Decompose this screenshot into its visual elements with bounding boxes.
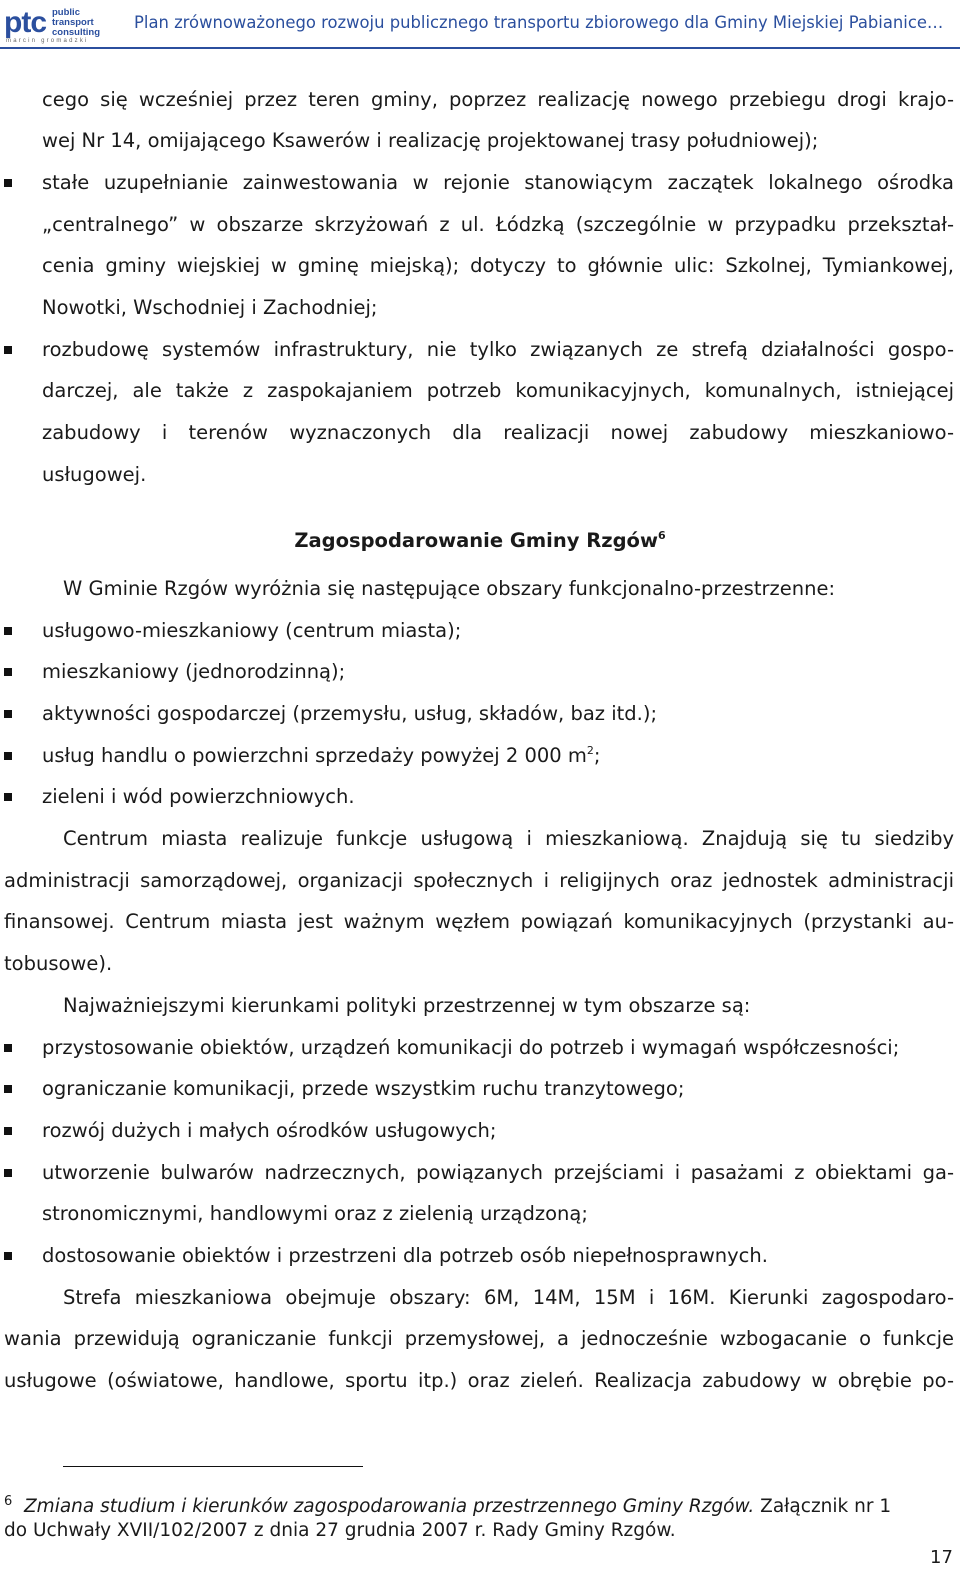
bullet-icon [4, 1169, 12, 1177]
list-item: usług handlu o powierzchni sprzedaży powyżej 2 000 $m^2$; [42, 744, 601, 767]
paragraph-intro: W Gminie Rzgów wyróżnia się następujące obszary funkcjonalno-przestrzenne: [63, 577, 836, 600]
footnote-number: 6 [4, 1494, 13, 1509]
section-heading: Zagospodarowanie Gminy Rzgów$^6$ [294, 529, 666, 552]
bullet-icon [4, 1252, 12, 1260]
text-line: tobusowe). [4, 952, 113, 975]
text-line: usługowe (oświatowe, handlowe, sportu itp.) oraz zieleń. Realizacja zabudowy w obrębie po- [4, 1369, 954, 1392]
bullet-icon [4, 346, 12, 354]
list-item: usługowo-mieszkaniowy (centrum miasta); [42, 619, 462, 642]
bullet-icon [4, 710, 12, 718]
list-item: zieleni i wód powierzchniowych. [42, 785, 355, 808]
page-header [0, 0, 960, 50]
list-item: stronomicznymi, handlowymi oraz z zielenią urządzoną; [42, 1202, 588, 1225]
text-line: darczej, ale także z zaspokajaniem potrzeb komunikacyjnych, komunalnych, istniejącej [42, 379, 954, 402]
bullet-icon [4, 1085, 12, 1093]
list-item: aktywności gospodarczej (przemysłu, usług, składów, baz itd.); [42, 702, 658, 725]
text-line: „centralnego” w obszarze skrzyżowań z ul. Łódzką (szczególnie w przypadku przekształ- [42, 213, 954, 236]
list-item: rozwój dużych i małych ośrodków usługowych; [42, 1119, 497, 1142]
bullet-icon [4, 627, 12, 635]
text-line: Strefa mieszkaniowa obejmuje obszary: 6M, 14M, 15M i 16M. Kierunki zagospodaro- [63, 1286, 954, 1309]
footnote-text: Zmiana studium i kierunków zagospodarowania przestrzennego Gminy Rzgów. Załącznik nr 1 [24, 1496, 892, 1517]
list-item: dostosowanie obiektów i przestrzeni dla potrzeb osób niepełnosprawnych. [42, 1244, 768, 1267]
bullet-icon [4, 668, 12, 676]
page-number: 17 [930, 1547, 953, 1568]
text-line: stałe uzupełnianie zainwestowania w rejonie stanowiącym zaczątek lokalnego ośrodka [42, 171, 954, 194]
bullet-icon [4, 1044, 12, 1052]
text-line: usługowej. [42, 463, 147, 486]
paragraph-intro: Najważniejszymi kierunkami polityki przestrzennej w tym obszarze są: [63, 994, 751, 1017]
footnote-text: do Uchwały XVII/102/2007 z dnia 27 grudnia 2007 r. Rady Gminy Rzgów. [4, 1520, 676, 1541]
text-line: cego się wcześniej przez teren gminy, poprzez realizację nowego przebiegu drogi krajo- [42, 88, 954, 111]
logo-subtitle: public transport consulting [52, 7, 101, 38]
ptc-logo [4, 6, 104, 44]
list-item: utworzenie bulwarów nadrzecznych, powiązanych przejściami i pasażami z obiektami ga- [42, 1161, 954, 1184]
text-line: zabudowy i terenów wyznaczonych dla realizacji nowej zabudowy mieszkaniowo- [42, 421, 954, 444]
header-divider [0, 47, 960, 49]
text-line: wania przewidują ograniczanie funkcji przemysłowej, a jednocześnie wzbogacanie o funkcje [4, 1327, 954, 1350]
text-line: Nowotki, Wschodniej i Zachodniej; [42, 296, 378, 319]
bullet-icon [4, 179, 12, 187]
list-item: mieszkaniowy (jednorodzinną); [42, 660, 346, 683]
logo-mark: ptc [4, 6, 46, 39]
bullet-icon [4, 752, 12, 760]
list-item: ograniczanie komunikacji, przede wszystkim ruchu tranzytowego; [42, 1077, 685, 1100]
bullet-icon [4, 1127, 12, 1135]
text-line: Centrum miasta realizuje funkcje usługową i mieszkaniową. Znajdują się tu siedziby [63, 827, 954, 850]
text-line: finansowej. Centrum miasta jest ważnym węzłem powiązań komunikacyjnych (przystanki au- [4, 910, 954, 933]
text-line: administracji samorządowej, organizacji społecznych i religijnych oraz jednostek administracji [4, 869, 954, 892]
logo-author: marcin gromadzki [6, 38, 89, 44]
text-line: rozbudowę systemów infrastruktury, nie tylko związanych ze strefą działalności gospo- [42, 338, 954, 361]
footnote-divider [63, 1466, 363, 1467]
text-line: wej Nr 14, omijającego Ksawerów i realizację projektowanej trasy południowej); [42, 129, 819, 152]
footnote-ref[interactable]: 6 [657, 529, 666, 542]
text-line: cenia gminy wiejskiej w gminę miejską); dotyczy to głównie ulic: Szkolnej, Tymiankowej, [42, 254, 954, 277]
document-title: Plan zrównoważonego rozwoju publicznego transportu zbiorowego dla Gminy Miejskiej Pabianice… [134, 13, 944, 32]
bullet-icon [4, 793, 12, 801]
list-item: przystosowanie obiektów, urządzeń komunikacji do potrzeb i wymagań współczesności; [42, 1036, 900, 1059]
